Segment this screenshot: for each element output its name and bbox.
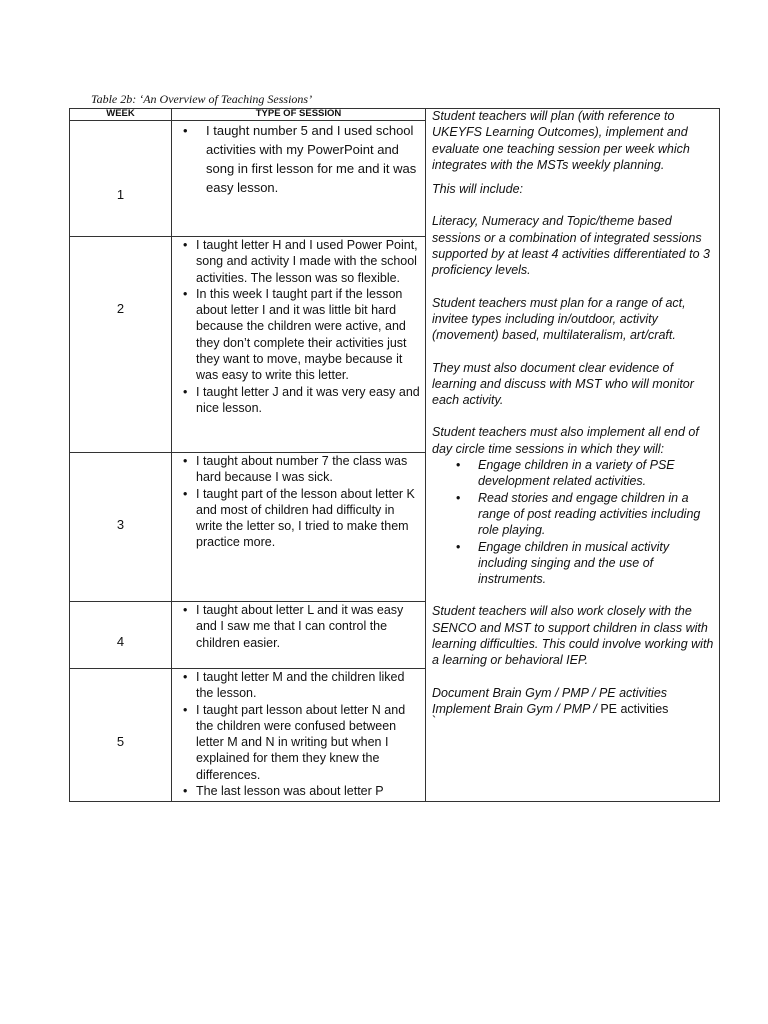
week-number: 5 xyxy=(116,734,125,749)
circle-time-item: • Read stories and engage children in a range of post reading activities including role playing. xyxy=(432,490,717,539)
table-caption: Table 2b: ‘An Overview of Teaching Sessions’ xyxy=(91,92,313,106)
session-item: • I taught about number 7 the class was hard because I was sick. xyxy=(172,453,424,486)
session-list-week-4 xyxy=(172,602,424,651)
header-type-of-session: TYPE OF SESSION xyxy=(255,108,342,119)
session-list-week-3 xyxy=(172,453,424,551)
session-item: • I taught letter H and I used Power Point, song and activity I made with the school activities. The lesson was so flexible. xyxy=(172,237,424,286)
notes-span: PE activities xyxy=(596,701,669,716)
session-item: • I taught part lesson about letter N and the children were confused between letter M and N in writing but when I explained for them they knew the differences. xyxy=(172,702,424,783)
notes-span: Implement Brain Gym / PMP / xyxy=(432,701,597,716)
session-item: • I taught letter J and it was very easy and nice lesson. xyxy=(172,384,424,417)
notes-mark: ` xyxy=(432,714,437,729)
session-item: • I taught part of the lesson about letter K and most of children had difficulty in write the letter so, I tried to make them practice more. xyxy=(172,486,424,551)
week-number: 3 xyxy=(116,517,125,532)
notes-paragraph: Student teachers must also implement all end of day circle time sessions in which they will: xyxy=(432,425,699,456)
notes-paragraph: They must also document clear evidence of learning and discuss with MST who will monitor each activity. xyxy=(432,360,694,408)
session-item: • I taught about letter L and it was easy and I saw me that I can control the children easier. xyxy=(172,602,424,651)
session-list-week-5 xyxy=(172,669,424,799)
session-list-week-1 xyxy=(172,121,424,197)
circle-time-list xyxy=(432,457,717,587)
session-item: • I taught number 5 and I used school activities with my PowerPoint and song in first lesson for me and it was easy lesson. xyxy=(172,121,424,197)
week-number: 2 xyxy=(116,301,125,316)
notes-paragraph: This will include: xyxy=(432,182,524,197)
notes-paragraph: Student teachers will also work closely with the SENCO and MST to support children in class with learning difficulties. This could involve working with a learning or behavioral IEP. xyxy=(432,604,714,668)
session-item: • In this week I taught part if the lesson about letter I and it was little bit hard because the children were active, and they don’t complete their activities just they want to move, maybe because it was easy to write this letter. xyxy=(172,286,424,384)
notes-paragraph xyxy=(432,701,717,717)
requirements-notes xyxy=(432,108,717,729)
session-item: • I taught letter M and the children liked the lesson. xyxy=(172,669,424,702)
notes-paragraph: Student teachers must plan for a range of act, invitee types including in/outdoor, activity (movement) based, multilateralism, art/craft. xyxy=(432,295,686,343)
notes-paragraph: Document Brain Gym / PMP / PE activities xyxy=(432,685,668,700)
notes-paragraph: Student teachers will plan (with reference to UKEYFS Learning Outcomes), implement and evaluate one teaching session per week which integrates with the MSTs weekly planning. xyxy=(432,109,690,172)
notes-paragraph: Literacy, Numeracy and Topic/theme based sessions or a combination of integrated sessions supported by at least 4 activities differentiated to 3 proficiency levels. xyxy=(432,214,710,278)
column-divider-notes xyxy=(425,108,426,802)
week-number: 1 xyxy=(116,187,125,202)
circle-time-item: • Engage children in musical activity including singing and the use of instruments. xyxy=(432,539,717,588)
week-number: 4 xyxy=(116,634,125,649)
circle-time-item: • Engage children in a variety of PSE development related activities. xyxy=(432,457,717,490)
header-week: WEEK xyxy=(106,108,135,119)
session-list-week-2 xyxy=(172,237,424,416)
session-item: • The last lesson was about letter P xyxy=(172,783,424,799)
